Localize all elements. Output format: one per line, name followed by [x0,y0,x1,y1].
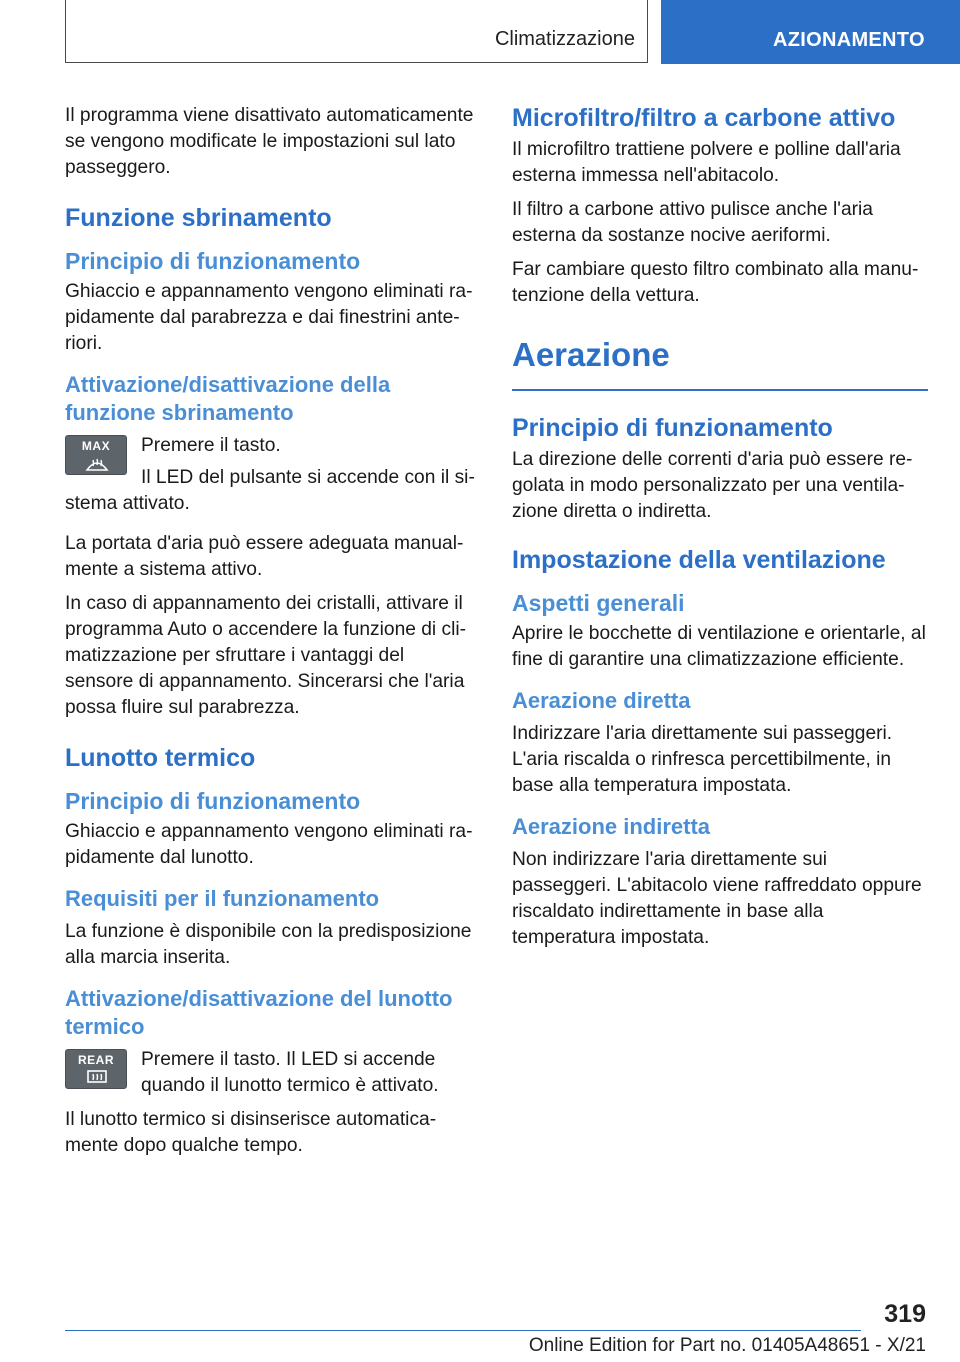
header-chapter-tab[interactable] [661,0,960,64]
page-number: 319 [884,1300,926,1328]
rear-button-label: REAR [77,1053,114,1067]
defrost-paragraph-airflow: La portata d'aria può essere adeguata manualmente a sistema attivo. [65,533,464,580]
defrost-paragraph-fogging: In caso di appannamento dei cristalli, attivare il programma Auto o accendere la funzione di climatizzazione per sfruttare i vantaggi del sensore di appannamento. Sincerarsi che l'aria possa fluire sul parabrezza. [65,593,467,718]
filter-heading: Microfiltro/filtro a carbone attivo [512,104,896,132]
indirect-aeration-text: Non indirizzare l'aria direttamente sui passeggeri. L'abitacolo viene raffreddato oppure riscaldato indirettamente in base alla temperatura impostata. [512,849,922,948]
direct-aeration-heading: Aerazione diretta [512,688,691,713]
defrost-step-press: Premere il tasto. [141,435,281,456]
rear-button-row [65,1047,475,1099]
general-aspects-heading: Aspetti generali [512,590,685,616]
defrost-activation-heading: Attivazione/disattivazione della funzione sbrinamento [65,372,391,425]
max-button-label: MAX [81,439,111,453]
aeration-chapter-heading: Aerazione [512,333,928,391]
rear-window-heading: Lunotto termico [65,744,256,772]
general-aspects-text: Aprire le bocchette di ventilazione e orientarle, al fine di garantire una climatizzazione efficiente. [512,623,926,670]
rear-requirements-heading: Requisiti per il funzionamento [65,886,380,911]
rear-principle-text: Ghiaccio e appannamento vengono eliminati rapidamente dal lunotto. [65,821,473,868]
rear-activation-heading: Attivazione/disattivazione del lunotto termico [65,986,453,1039]
intro-paragraph: Il programma viene disattivato automaticamente se vengono modificate le impostazioni sul lato passeggero. [65,105,474,178]
filter-text-replace: Far cambiare questo filtro combinato alla manutenzione della vettura. [512,259,919,306]
rear-step-press: Premere il tasto. Il LED si accende quando il lunotto termico è attivato. [141,1049,439,1096]
rear-defrost-button-image [65,1049,127,1089]
defrost-button-row [65,433,475,483]
defrost-step-led: Il LED del pulsante si accende con il sistema attivato. [65,467,475,514]
aeration-principle-heading: Principio di funzionamento [512,414,833,442]
filter-text-microfilter: Il microfiltro trattiene polvere e polline dall'aria esterna immessa nell'abitacolo. [512,139,901,186]
footer-edition: Online Edition for Part no. 01405A48651 - X/21 [528,1335,926,1356]
rear-requirements-text: La funzione è disponibile con la predisposizione alla marcia inserita. [65,921,472,968]
rear-paragraph-auto-off: Il lunotto termico si disinserisce automaticamente dopo qualche tempo. [65,1109,437,1156]
defrost-principle-heading: Principio di funzionamento [65,248,361,274]
direct-aeration-text: Indirizzare l'aria direttamente sui passeggeri. L'aria riscalda o rinfresca percettibilmente, in base alla temperatura impostata. [512,723,893,796]
left-column [65,103,475,1167]
defrost-heading: Funzione sbrinamento [65,204,332,232]
filter-text-carbon: Il filtro a carbone attivo pulisce anche l'aria esterna da sostanze nocive aeriformi. [512,199,873,246]
header-section-box [65,0,648,63]
defrost-principle-text: Ghiaccio e appannamento vengono eliminati rapidamente dal parabrezza e dai finestrini anteriori. [65,281,473,354]
rear-window-defrost-icon [85,1068,109,1086]
windshield-defrost-icon [85,454,109,472]
indirect-aeration-heading: Aerazione indiretta [512,814,711,839]
header-section-title: Climatizzazione [494,28,635,50]
max-defrost-button-image [65,435,127,475]
header-chapter-label: AZIONAMENTO [773,29,925,51]
ventilation-setting-heading: Impostazione della ventilazione [512,546,886,574]
rear-principle-heading: Principio di funzionamento [65,788,361,814]
footer-divider [65,1330,861,1331]
aeration-principle-text: La direzione delle correnti d'aria può essere regolata in modo personalizzato per una ventilazione diretta o indiretta. [512,449,913,522]
right-column [512,103,928,959]
